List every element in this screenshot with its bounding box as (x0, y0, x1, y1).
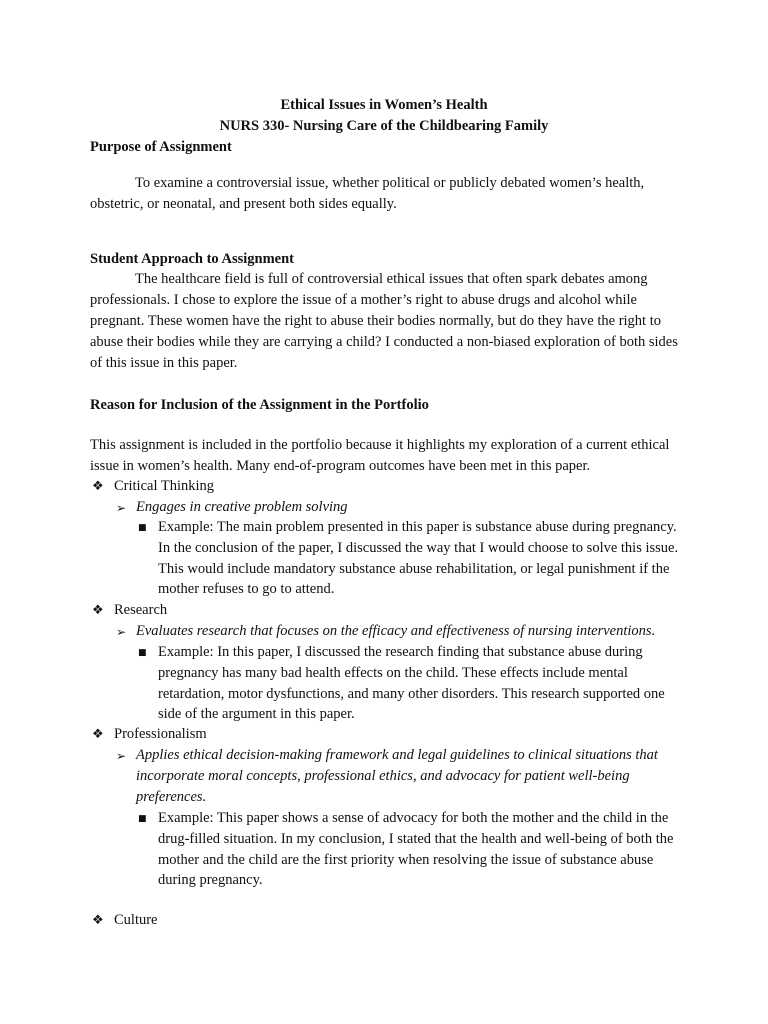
diamond-bullet-icon: ❖ (92, 603, 104, 618)
criterion-critical-thinking: Engages in creative problem solving (136, 499, 348, 515)
square-bullet-icon: ■ (138, 814, 147, 824)
purpose-heading: Purpose of Assignment (90, 139, 232, 155)
diamond-bullet-icon: ❖ (92, 479, 104, 494)
reason-text: This assignment is included in the portfolio because it highlights my exploration of a current ethical issue in women’s health. Many end-of-program outcomes have been met in this paper. (90, 437, 670, 474)
outcome-critical-thinking: Critical Thinking (114, 478, 215, 494)
outcome-professionalism: Professionalism (114, 726, 207, 742)
example-research: Example: In this paper, I discussed the research finding that substance abuse during pregnancy has many bad health effects on the child. These effects include mental retardation, motor dysfunctions, and many other disorders. This research supported one side of the argument in this paper. (158, 644, 665, 723)
approach-heading: Student Approach to Assignment (90, 251, 294, 267)
square-bullet-icon: ■ (138, 648, 147, 658)
criterion-professionalism: Applies ethical decision-making framework and legal guidelines to clinical situations that incorporate moral concepts, professional ethics, and advocacy for patient well-being preferences. (136, 747, 658, 805)
example-critical-thinking: Example: The main problem presented in this paper is substance abuse during pregnancy. In the conclusion of the paper, I discussed the way that I would choose to solve this issue. This would include mandatory substance abuse rehabilitation, or legal punishment if the mother refuses to go to attend. (158, 519, 679, 598)
outcome-culture: Culture (114, 912, 158, 928)
arrow-bullet-icon: ➢ (116, 749, 127, 763)
criterion-research: Evaluates research that focuses on the efficacy and effectiveness of nursing interventions. (136, 623, 656, 639)
example-professionalism: Example: This paper shows a sense of advocacy for both the mother and the child in the drug-filled situation. In my conclusion, I stated that the health and well-being of both the mother and the child are the first priority when resolving the issue of substance abuse during pregnancy. (158, 810, 674, 889)
course-title: NURS 330- Nursing Care of the Childbearing Family (219, 118, 549, 134)
outcome-research: Research (114, 602, 168, 618)
reason-heading: Reason for Inclusion of the Assignment in the Portfolio (90, 397, 429, 413)
diamond-bullet-icon: ❖ (92, 913, 104, 928)
approach-text: The healthcare field is full of controversial ethical issues that often spark debates among professionals. I chose to explore the issue of a mother’s right to abuse drugs and alcohol while pregnant. These women have the right to abuse their bodies normally, but do they have the right to abuse their bodies while they are carrying a child? I conducted a non-biased exploration of both sides of this issue in this paper. (90, 271, 678, 371)
diamond-bullet-icon: ❖ (92, 727, 104, 742)
square-bullet-icon: ■ (138, 523, 147, 533)
criterion-research-text: Evaluates research that focuses on the efficacy and effectiveness of nursing interventions (136, 623, 652, 639)
arrow-bullet-icon: ➢ (116, 625, 127, 639)
document-title: Ethical Issues in Women’s Health (280, 97, 488, 113)
purpose-text: To examine a controversial issue, whether political or publicly debated women’s health, obstetric, or neonatal, and present both sides equally. (90, 175, 645, 212)
criterion-professionalism-text: Applies ethical decision-making framework and legal guidelines to clinical situations that incorporate moral concepts, professional ethics, and advocacy for patient well-being preferences (136, 747, 658, 805)
arrow-bullet-icon: ➢ (116, 501, 127, 515)
